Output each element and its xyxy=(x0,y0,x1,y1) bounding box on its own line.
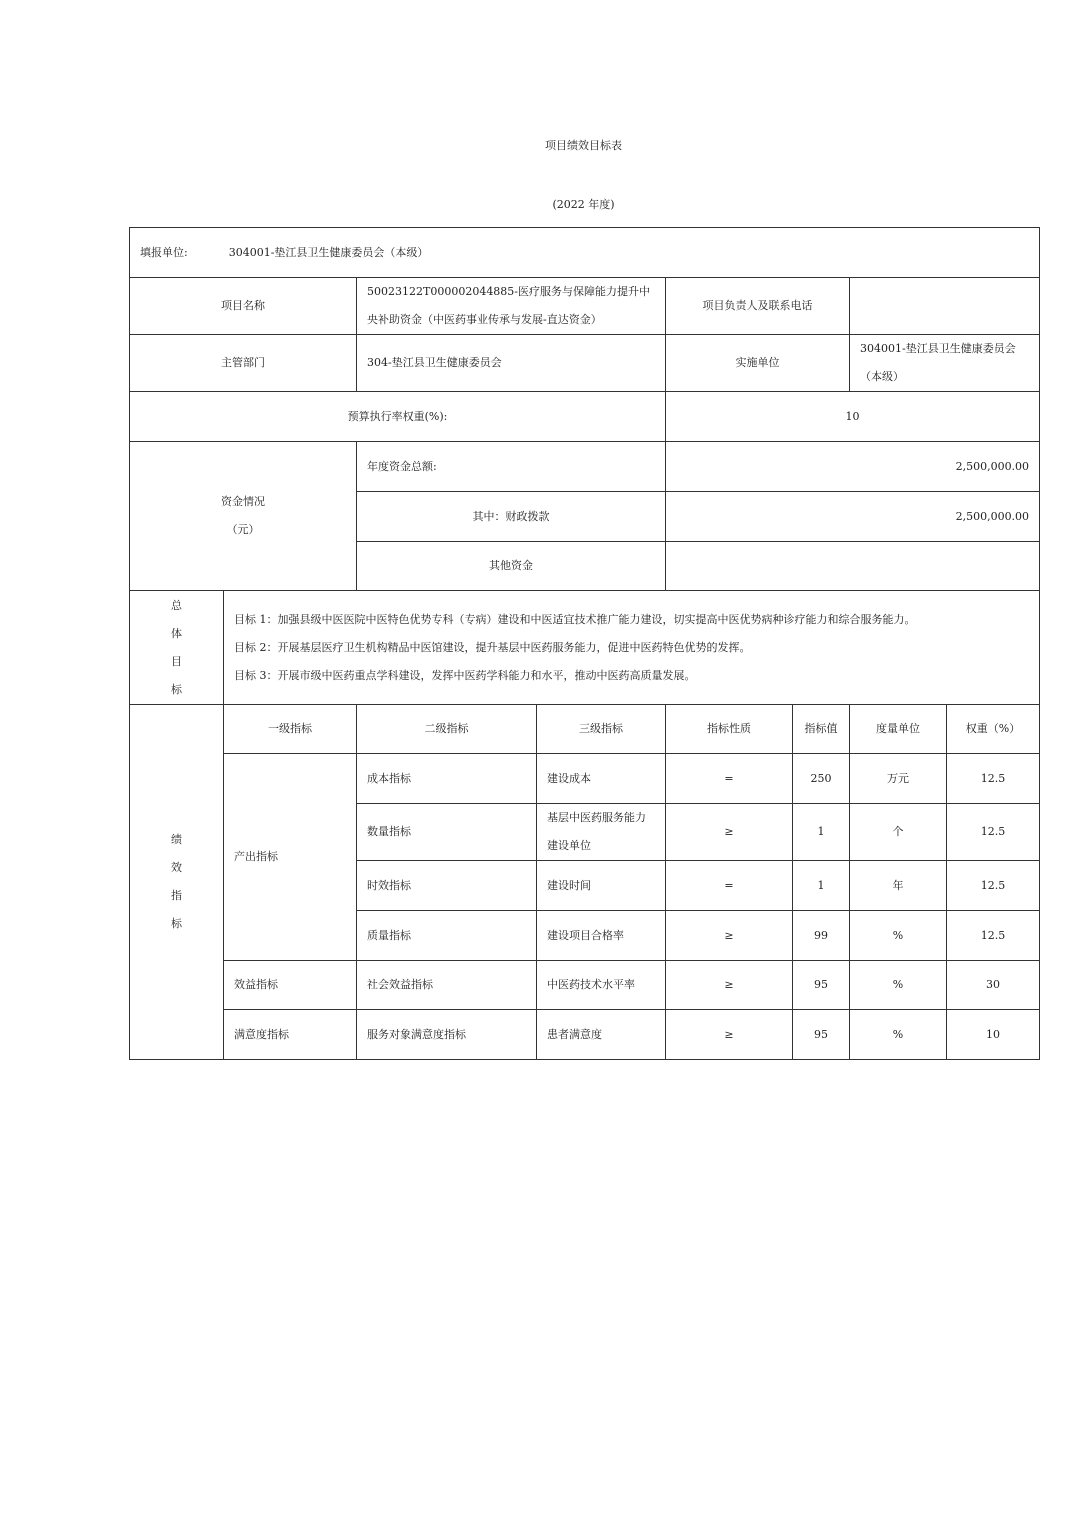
project-name-value: 50023122T000002044885-医疗服务与保障能力提升中央补助资金（中医药事业传承与发展-直达资金） xyxy=(357,278,666,335)
document-year: (2022 年度) xyxy=(552,198,615,211)
metrics-label-char: 标 xyxy=(171,917,182,930)
funds-fiscal-value: 2,500,000.00 xyxy=(666,492,1040,542)
header-value: 指标值 xyxy=(793,705,850,754)
metric-level2: 服务对象满意度指标 xyxy=(357,1010,537,1060)
satisfaction-level1: 满意度指标 xyxy=(224,1010,357,1060)
filler-label: 填报单位: xyxy=(140,245,188,259)
project-name-label: 项目名称 xyxy=(130,278,357,335)
metric-weight: 12.5 xyxy=(947,911,1040,961)
metric-unit: 万元 xyxy=(850,754,947,804)
project-contact-label: 项目负责人及联系电话 xyxy=(666,278,850,335)
document-title: 项目绩效目标表 xyxy=(545,139,622,152)
metrics-label-char: 效 xyxy=(171,861,182,874)
metric-level2: 社会效益指标 xyxy=(357,961,537,1010)
dept-label: 主管部门 xyxy=(130,335,357,392)
filler-cell xyxy=(130,228,1040,278)
metrics-label xyxy=(130,705,224,1060)
performance-target-table xyxy=(129,227,1040,1060)
metric-nature: = xyxy=(666,754,793,804)
metric-nature: ≥ xyxy=(666,804,793,861)
metric-unit: % xyxy=(850,961,947,1010)
metrics-header-row xyxy=(130,705,1040,754)
metric-level3: 建设成本 xyxy=(537,754,666,804)
metric-value: 95 xyxy=(793,1010,850,1060)
impl-unit-label: 实施单位 xyxy=(666,335,850,392)
funds-total-value: 2,500,000.00 xyxy=(666,442,1040,492)
header-level3: 三级指标 xyxy=(537,705,666,754)
metric-level2: 质量指标 xyxy=(357,911,537,961)
funds-unit: （元） xyxy=(226,523,260,536)
metric-level3: 建设项目合格率 xyxy=(537,911,666,961)
dept-row xyxy=(130,335,1040,392)
goals-label-char: 体 xyxy=(171,626,182,640)
metric-level3: 基层中医药服务能力建设单位 xyxy=(537,804,666,861)
project-row xyxy=(130,278,1040,335)
metric-weight: 12.5 xyxy=(947,804,1040,861)
metric-level2: 数量指标 xyxy=(357,804,537,861)
filler-row xyxy=(130,228,1040,278)
metric-value: 1 xyxy=(793,861,850,911)
metrics-label-char: 指 xyxy=(171,889,182,902)
project-contact-value xyxy=(850,278,1040,335)
metric-value: 1 xyxy=(793,804,850,861)
funds-other-value xyxy=(666,542,1040,591)
goals-label-char: 总 xyxy=(171,598,182,612)
metric-weight: 30 xyxy=(947,961,1040,1010)
metric-level3: 建设时间 xyxy=(537,861,666,911)
funds-label: 资金情况 xyxy=(221,495,265,508)
metric-nature: ≥ xyxy=(666,1010,793,1060)
funds-total-row xyxy=(130,442,1040,492)
header-level1: 一级指标 xyxy=(224,705,357,754)
table-row xyxy=(130,961,1040,1010)
benefit-level1: 效益指标 xyxy=(224,961,357,1010)
metric-unit: % xyxy=(850,1010,947,1060)
goal-item-3: 目标 3：开展市级中医药重点学科建设，发挥中医药学科能力和水平，推动中医药高质量发展。 xyxy=(234,668,696,682)
goals-label-char: 标 xyxy=(171,682,182,696)
funds-label-cell xyxy=(130,442,357,591)
metrics-label-char: 绩 xyxy=(171,833,182,846)
metric-weight: 12.5 xyxy=(947,861,1040,911)
metric-level3: 中医药技术水平率 xyxy=(537,961,666,1010)
metric-unit: 个 xyxy=(850,804,947,861)
header-weight: 权重（%） xyxy=(947,705,1040,754)
output-indicator-label: 产出指标 xyxy=(224,754,357,961)
goals-row xyxy=(130,591,1040,705)
header-unit: 度量单位 xyxy=(850,705,947,754)
table-row xyxy=(130,754,1040,804)
goals-label xyxy=(130,591,224,705)
funds-other-label: 其他资金 xyxy=(357,542,666,591)
metric-level3: 患者满意度 xyxy=(537,1010,666,1060)
metric-weight: 12.5 xyxy=(947,754,1040,804)
goals-label-char: 目 xyxy=(171,654,182,668)
metric-value: 95 xyxy=(793,961,850,1010)
table-row xyxy=(130,1010,1040,1060)
metric-nature: ≥ xyxy=(666,961,793,1010)
metric-nature: ≥ xyxy=(666,911,793,961)
metric-value: 250 xyxy=(793,754,850,804)
dept-value: 304-垫江县卫生健康委员会 xyxy=(357,335,666,392)
metric-level2: 成本指标 xyxy=(357,754,537,804)
funds-fiscal-label: 其中：财政拨款 xyxy=(357,492,666,542)
impl-unit-value: 304001-垫江县卫生健康委员会（本级） xyxy=(850,335,1040,392)
metric-unit: % xyxy=(850,911,947,961)
header-nature: 指标性质 xyxy=(666,705,793,754)
budget-rate-value: 10 xyxy=(666,392,1040,442)
funds-total-label: 年度资金总额: xyxy=(357,442,666,492)
metric-value: 99 xyxy=(793,911,850,961)
header-level2: 二级指标 xyxy=(357,705,537,754)
metric-level2: 时效指标 xyxy=(357,861,537,911)
budget-row xyxy=(130,392,1040,442)
goal-item-1: 目标 1：加强县级中医医院中医特色优势专科（专病）建设和中医适宜技术推广能力建设，切实提高中医优势病种诊疗能力和综合服务能力。 xyxy=(234,612,916,626)
metric-weight: 10 xyxy=(947,1010,1040,1060)
metric-unit: 年 xyxy=(850,861,947,911)
goal-item-2: 目标 2：开展基层医疗卫生机构精品中医馆建设，提升基层中医药服务能力，促进中医药特色优势的发挥。 xyxy=(234,640,751,654)
filler-value: 304001-垫江县卫生健康委员会（本级） xyxy=(228,245,429,259)
budget-rate-label: 预算执行率权重(%): xyxy=(130,392,666,442)
goals-content xyxy=(224,591,1040,705)
metric-nature: = xyxy=(666,861,793,911)
